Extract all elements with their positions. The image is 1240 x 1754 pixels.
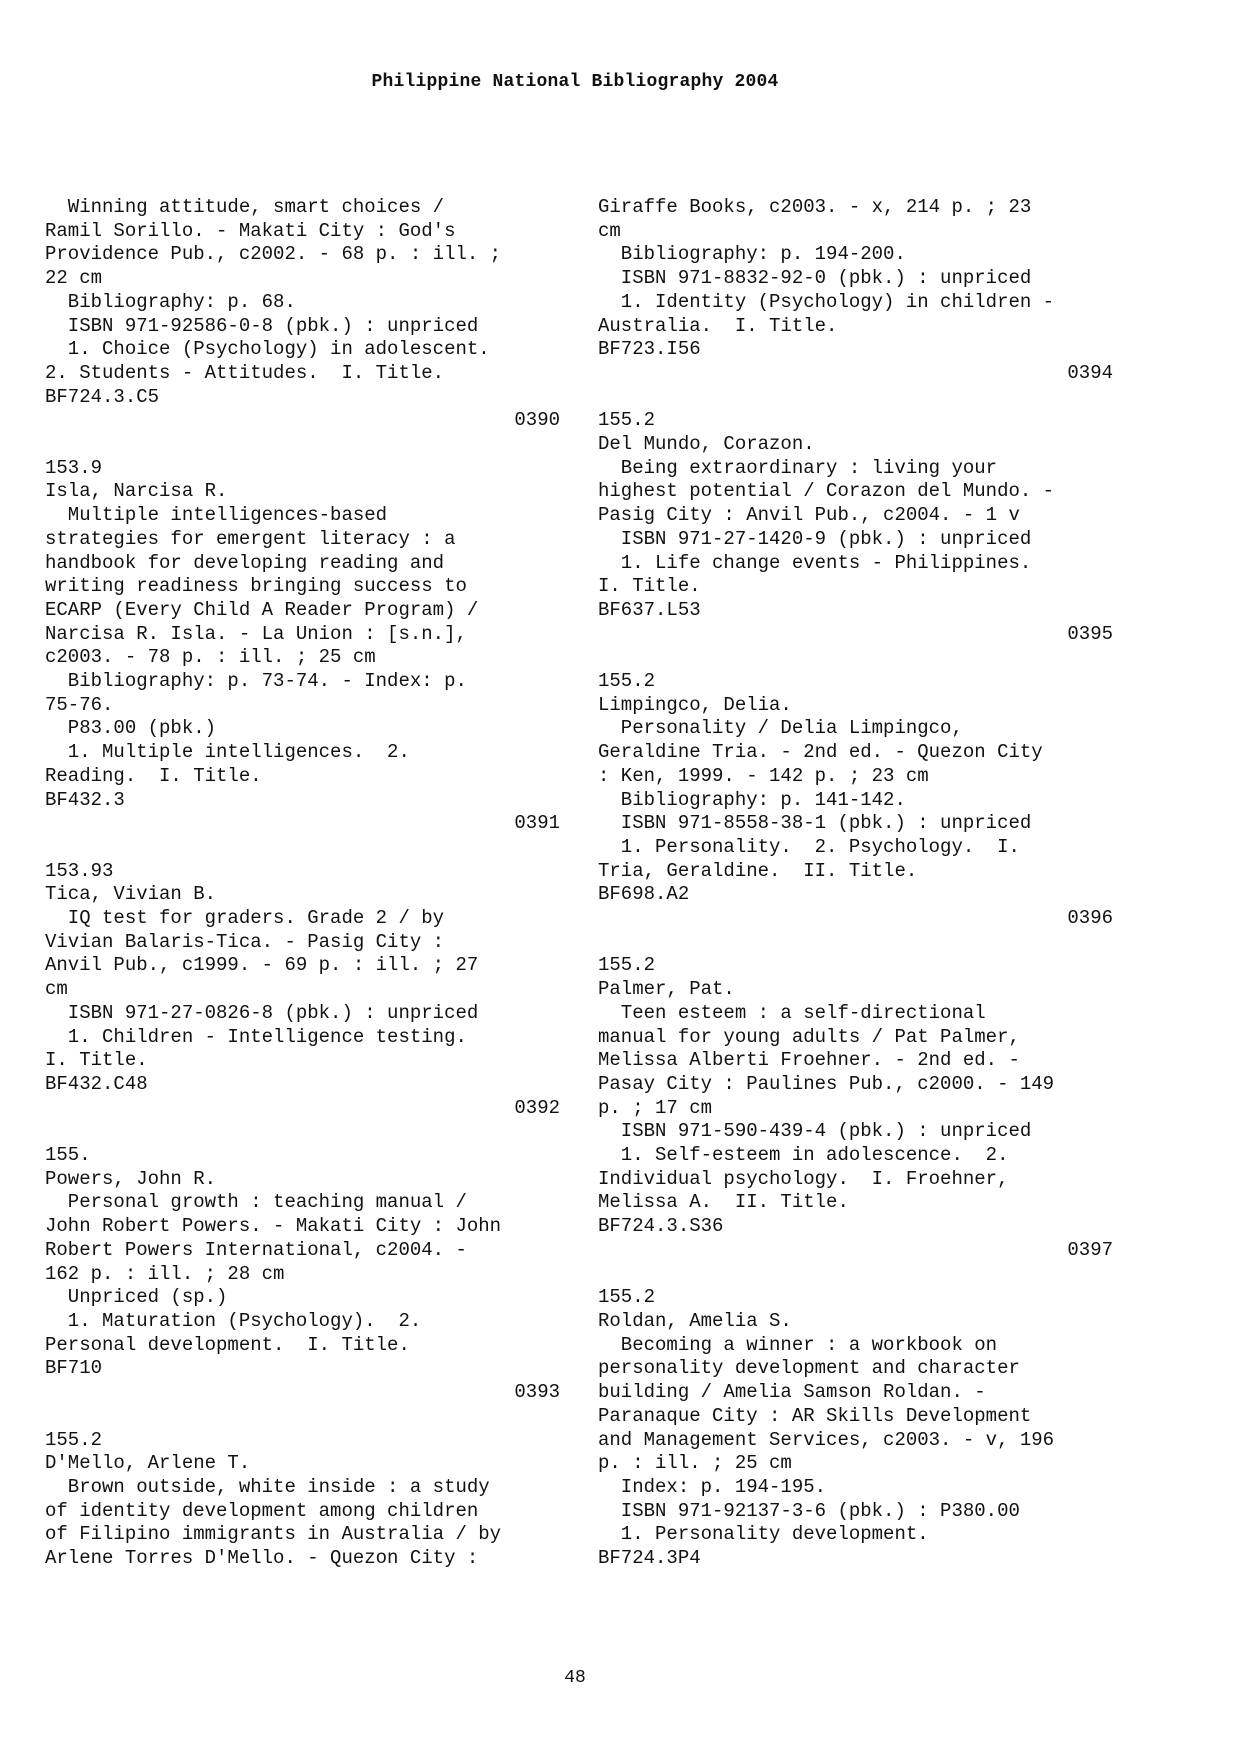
left-column	[45, 196, 560, 1594]
bibliography-entry	[598, 670, 1113, 931]
entry-line: manual for young adults / Pat Palmer,	[598, 1025, 1020, 1048]
entry-line: 1. Self-esteem in adolescence. 2.	[598, 1144, 1009, 1167]
bibliography-entry	[45, 1429, 560, 1571]
entry-line: BF724.3P4	[598, 1547, 701, 1570]
entry-line: and Management Services, c2003. - v, 196	[598, 1428, 1055, 1451]
entry-line: BF432.3	[45, 788, 125, 811]
entry-line: 1. Personality development.	[598, 1523, 929, 1546]
entry-line: ISBN 971-27-0826-8 (pbk.) : unpriced	[45, 1001, 479, 1024]
entry-line: Providence Pub., c2002. - 68 p. : ill. ;	[45, 243, 502, 266]
entry-line: Ramil Sorillo. - Makati City : God's	[45, 219, 456, 242]
page-title: Philippine National Bibliography 2004	[371, 72, 779, 92]
entry-line: Unpriced (sp.)	[45, 1286, 228, 1309]
entry-line: 1. Personality. 2. Psychology. I.	[598, 835, 1020, 858]
entry-line: p. ; 17 cm	[598, 1096, 713, 1119]
entry-line: Being extraordinary : living your	[598, 456, 998, 479]
entry-line: Personal growth : teaching manual /	[45, 1191, 467, 1214]
entry-line: strategies for emergent literacy : a	[45, 527, 456, 550]
entry-line: handbook for developing reading and	[45, 551, 445, 574]
entry-line: 155.2	[598, 1286, 656, 1309]
entry-line: Robert Powers International, c2004. -	[45, 1238, 467, 1261]
entry-line: p. : ill. ; 25 cm	[598, 1452, 792, 1475]
right-column	[598, 196, 1113, 1594]
entry-number: 0396	[1067, 907, 1113, 930]
entry-line: Tica, Vivian B.	[45, 883, 217, 906]
entry-line: Personal development. I. Title.	[45, 1333, 410, 1356]
entry-line: highest potential / Corazon del Mundo. -	[598, 480, 1055, 503]
bibliography-entry	[598, 1286, 1113, 1570]
entry-line: BF710	[45, 1357, 103, 1380]
entry-line: Becoming a winner : a workbook on	[598, 1333, 998, 1356]
entry-line: building / Amelia Samson Roldan. -	[598, 1381, 986, 1404]
entry-line: Geraldine Tria. - 2nd ed. - Quezon City	[598, 741, 1043, 764]
entry-line: Arlene Torres D'Mello. - Quezon City :	[45, 1547, 479, 1570]
entry-line: Del Mundo, Corazon.	[598, 433, 815, 456]
entry-line: Bibliography: p. 73-74. - Index: p.	[45, 670, 467, 693]
entry-line: Pasay City : Paulines Pub., c2000. - 149	[598, 1072, 1055, 1095]
entry-line: Index: p. 194-195.	[598, 1475, 827, 1498]
entry-line: 1. Choice (Psychology) in adolescent.	[45, 338, 490, 361]
entry-line: P83.00 (pbk.)	[45, 717, 217, 740]
entry-number: 0395	[1067, 622, 1113, 645]
bibliography-entry	[598, 954, 1113, 1262]
entry-number: 0394	[1067, 361, 1113, 384]
entry-line: I. Title.	[598, 575, 701, 598]
entry-line: ECARP (Every Child A Reader Program) /	[45, 598, 479, 621]
entry-line: Brown outside, white inside : a study	[45, 1475, 490, 1498]
entry-line: Giraffe Books, c2003. - x, 214 p. ; 23	[598, 196, 1032, 218]
entry-line: BF432.C48	[45, 1072, 148, 1095]
entry-line: Vivian Balaris-Tica. - Pasig City :	[45, 930, 445, 953]
entry-line: writing readiness bringing success to	[45, 575, 467, 598]
entry-line: ISBN 971-8832-92-0 (pbk.) : unpriced	[598, 267, 1032, 290]
entry-line: Personality / Delia Limpingco,	[598, 717, 963, 740]
entry-line: BF723.I56	[598, 338, 701, 361]
entry-line: 155.2	[598, 409, 656, 432]
entry-line: ISBN 971-92137-3-6 (pbk.) : P380.00	[598, 1499, 1020, 1522]
entry-line: BF637.L53	[598, 598, 701, 621]
entry-line: 1. Multiple intelligences. 2.	[45, 741, 410, 764]
entry-line: 153.93	[45, 859, 114, 882]
entry-line: Australia. I. Title.	[598, 314, 838, 337]
entry-line: BF698.A2	[598, 883, 690, 906]
entry-line: 155.2	[598, 954, 656, 977]
entry-line: cm	[598, 219, 621, 242]
entry-line: 155.	[45, 1144, 91, 1167]
bibliography-entry	[45, 196, 560, 433]
entry-line: ISBN 971-27-1420-9 (pbk.) : unpriced	[598, 527, 1032, 550]
entry-line: BF724.3.S36	[598, 1215, 724, 1238]
entry-line: Powers, John R.	[45, 1167, 217, 1190]
entry-number: 0391	[514, 812, 560, 835]
entry-line: Paranaque City : AR Skills Development	[598, 1404, 1032, 1427]
entry-line: Multiple intelligences-based	[45, 504, 388, 527]
entry-line: cm	[45, 978, 68, 1001]
entry-line: BF724.3.C5	[45, 385, 160, 408]
entry-line: ISBN 971-8558-38-1 (pbk.) : unpriced	[598, 812, 1032, 835]
entry-line: : Ken, 1999. - 142 p. ; 23 cm	[598, 764, 929, 787]
entry-line: 162 p. : ill. ; 28 cm	[45, 1262, 285, 1285]
entry-line: 2. Students - Attitudes. I. Title.	[45, 361, 445, 384]
entry-line: Anvil Pub., c1999. - 69 p. : ill. ; 27	[45, 954, 479, 977]
entry-line: 1. Life change events - Philippines.	[598, 551, 1032, 574]
entry-line: Individual psychology. I. Froehner,	[598, 1167, 1009, 1190]
entry-line: Pasig City : Anvil Pub., c2004. - 1 v	[598, 504, 1020, 527]
entry-line: c2003. - 78 p. : ill. ; 25 cm	[45, 646, 376, 669]
entry-line: personality development and character	[598, 1357, 1020, 1380]
entry-line: Palmer, Pat.	[598, 978, 735, 1001]
entry-line: ISBN 971-590-439-4 (pbk.) : unpriced	[598, 1120, 1032, 1143]
entry-line: Melissa Alberti Froehner. - 2nd ed. -	[598, 1049, 1020, 1072]
entry-line: 1. Identity (Psychology) in children -	[598, 290, 1055, 313]
entry-line: Teen esteem : a self-directional	[598, 1001, 986, 1024]
entry-line: 155.2	[45, 1428, 103, 1451]
entry-number: 0397	[1067, 1238, 1113, 1261]
bibliography-entry	[598, 409, 1113, 646]
entry-number: 0390	[514, 409, 560, 432]
entry-line: Bibliography: p. 68.	[45, 290, 296, 313]
entry-line: Roldan, Amelia S.	[598, 1309, 792, 1332]
entry-line: Winning attitude, smart choices /	[45, 196, 445, 218]
entry-number: 0393	[514, 1381, 560, 1404]
entry-line: I. Title.	[45, 1049, 148, 1072]
entry-line: 75-76.	[45, 693, 114, 716]
entry-line: John Robert Powers. - Makati City : John	[45, 1215, 502, 1238]
entry-line: Isla, Narcisa R.	[45, 480, 228, 503]
bibliography-entry	[45, 457, 560, 836]
entry-line: ISBN 971-92586-0-8 (pbk.) : unpriced	[45, 314, 479, 337]
entry-line: Melissa A. II. Title.	[598, 1191, 849, 1214]
entry-number: 0392	[514, 1096, 560, 1119]
entry-line: 155.2	[598, 670, 656, 693]
page-number: 48	[564, 1668, 586, 1688]
entry-line: 1. Maturation (Psychology). 2.	[45, 1310, 422, 1332]
entry-line: 153.9	[45, 456, 103, 479]
entry-line: of identity development among children	[45, 1499, 479, 1522]
entry-line: Limpingco, Delia.	[598, 693, 792, 716]
entry-line: Bibliography: p. 141-142.	[598, 788, 906, 811]
entry-line: Bibliography: p. 194-200.	[598, 243, 906, 266]
bibliography-entry	[598, 196, 1113, 386]
entry-line: D'Mello, Arlene T.	[45, 1452, 251, 1475]
entry-line: Reading. I. Title.	[45, 764, 262, 787]
entry-line: IQ test for graders. Grade 2 / by	[45, 907, 445, 930]
entry-line: 1. Children - Intelligence testing.	[45, 1025, 467, 1048]
bibliography-entry	[45, 1144, 560, 1405]
entry-line: Narcisa R. Isla. - La Union : [s.n.],	[45, 622, 467, 645]
entry-line: 22 cm	[45, 267, 103, 290]
bibliography-entry	[45, 860, 560, 1121]
entry-line: Tria, Geraldine. II. Title.	[598, 859, 918, 882]
entry-line: of Filipino immigrants in Australia / by	[45, 1523, 502, 1546]
